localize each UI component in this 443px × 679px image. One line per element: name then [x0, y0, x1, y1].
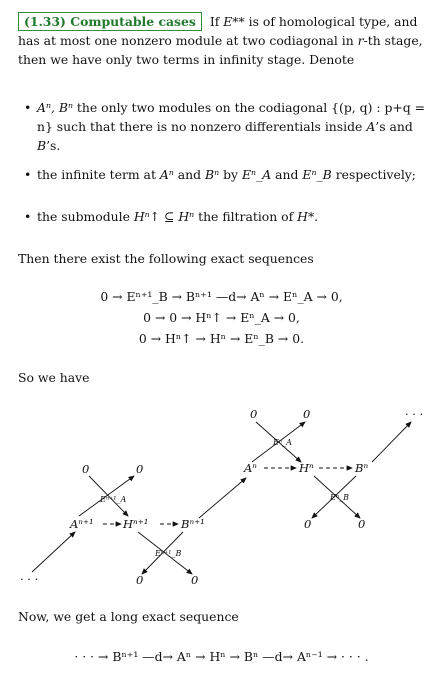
- bullet-item-1: [24, 98, 432, 155]
- A-n-label: Aⁿ: [244, 461, 257, 475]
- intro-r: r: [357, 33, 364, 48]
- so-paragraph: So we have: [18, 370, 90, 385]
- zero-label: 0: [303, 407, 311, 421]
- A-n1-label: Aⁿ⁺¹: [70, 517, 94, 531]
- bullet-dot: •: [24, 167, 32, 182]
- long-exact-sequence: · · · → Bⁿ⁺¹ —d→ Aⁿ → Hⁿ → Bⁿ —d→ Aⁿ⁻¹ → · · · .: [74, 649, 369, 664]
- bullet-2-and-2: and: [271, 167, 303, 182]
- arrow: [314, 476, 360, 518]
- EA-n-label: Eⁿ_A: [273, 438, 292, 447]
- EB-n1-label: Eⁿ⁺¹_B: [155, 549, 182, 558]
- zero-label: 0: [136, 462, 144, 476]
- intro-symbol: E**: [223, 14, 245, 29]
- bullet-1-text-3: ’s.: [46, 138, 61, 153]
- bullet-3-text: the submodule: [37, 209, 134, 224]
- B-n1-label: Bⁿ⁺¹: [181, 517, 205, 531]
- bullet-1-A: A: [366, 119, 376, 134]
- intro-text-c: -th stage, then we have only two terms in infinity stage. Denote: [18, 33, 423, 67]
- bullet-3-Hstar: H*: [297, 209, 315, 224]
- EB-n-label: Eⁿ_B: [330, 493, 349, 502]
- zero-label: 0: [250, 407, 258, 421]
- H-n-label: Hⁿ: [299, 461, 314, 475]
- intro-paragraph: [18, 12, 430, 69]
- zero-label: 0: [136, 573, 144, 587]
- bullet-1-B: B: [37, 138, 47, 153]
- section-heading: (1.33) Computable cases: [18, 12, 202, 31]
- EA-n1-label: Eⁿ⁺¹_A: [100, 495, 127, 504]
- zero-label: 0: [358, 517, 366, 531]
- bullet-item-3: [24, 207, 432, 226]
- bullet-2-and: and: [173, 167, 206, 182]
- bullet-dot: •: [24, 209, 32, 224]
- bullet-1-text: the only two modules on the codiagonal {(p, q) : p+q = n} such that there is no nonzero differentials inside: [37, 100, 426, 134]
- bullet-2-Bn: Bⁿ: [205, 167, 220, 182]
- dots-label: · · ·: [20, 572, 39, 586]
- bullet-2-text: the infinite term at: [37, 167, 160, 182]
- bullet-2-EA: Eⁿ_A: [242, 167, 272, 182]
- bullet-1-symbols: Aⁿ, Bⁿ: [37, 100, 73, 115]
- zero-label: 0: [304, 517, 312, 531]
- arrow: [252, 422, 305, 462]
- zero-label: 0: [82, 462, 90, 476]
- now-paragraph: Now, we get a long exact sequence: [18, 609, 239, 624]
- exact-sequence-3: 0 → Hⁿ↑ → Hⁿ → Eⁿ_B → 0.: [138, 331, 305, 346]
- bullet-2-end: respectively;: [331, 167, 416, 182]
- then-paragraph: Then there exist the following exact sequences: [18, 251, 314, 266]
- arrow: [138, 532, 192, 574]
- arrow: [372, 422, 411, 462]
- B-n-label: Bⁿ: [355, 461, 369, 475]
- intro-text-b: is of homological type, and has at most one nonzero module at two codiagonal in: [18, 14, 418, 48]
- bullet-1-text-2: ’s and: [375, 119, 413, 134]
- zero-label: 0: [191, 573, 199, 587]
- exact-sequence-2: 0 → 0 → Hⁿ↑ → Eⁿ_A → 0,: [143, 310, 300, 325]
- bullet-dot: •: [24, 100, 32, 115]
- arrow: [312, 476, 356, 518]
- bullet-2-EB: Eⁿ_B: [302, 167, 332, 182]
- bullet-2-by: by: [219, 167, 242, 182]
- bullet-3-text-2: the filtration of: [194, 209, 298, 224]
- exact-sequence-1: 0 → Eⁿ⁺¹_B → Bⁿ⁺¹ —d→ Aⁿ → Eⁿ_A → 0,: [100, 289, 343, 304]
- bullet-item-2: [24, 165, 432, 184]
- arrow: [32, 532, 75, 572]
- intro-text-a: If: [209, 14, 224, 29]
- bullet-3-H: Hⁿ↑ ⊆ Hⁿ: [133, 209, 195, 224]
- H-n1-label: Hⁿ⁺¹: [123, 517, 149, 531]
- spectral-diagram: [0, 400, 443, 600]
- arrow: [199, 478, 246, 518]
- bullet-2-An: Aⁿ: [159, 167, 174, 182]
- bullet-3-end: .: [314, 209, 319, 224]
- dots-label: · · ·: [405, 407, 424, 421]
